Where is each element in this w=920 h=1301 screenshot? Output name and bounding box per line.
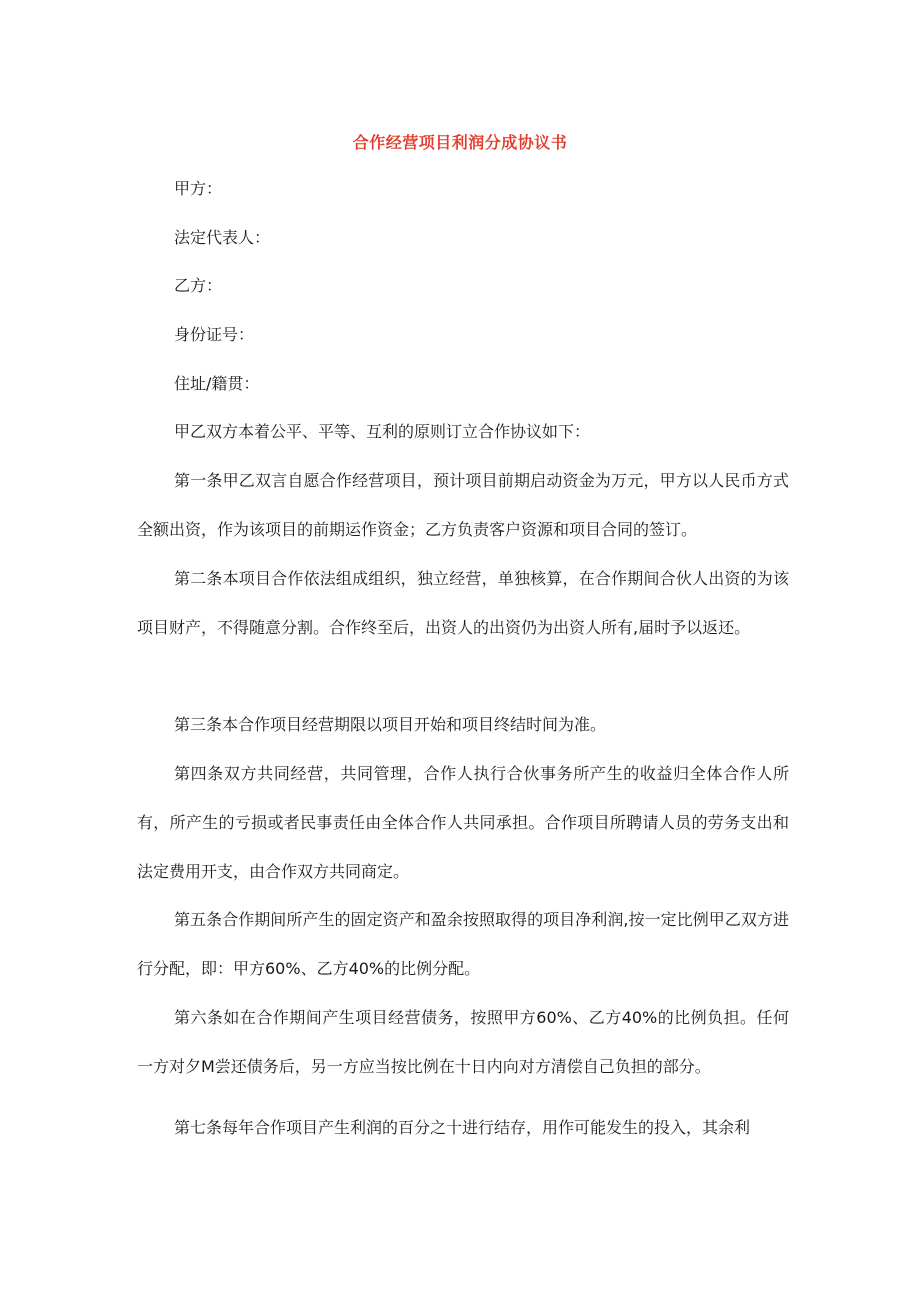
article-7: 第七条每年合作项目产生利润的百分之十进行结存，用作可能发生的投入，其余利 bbox=[174, 1118, 751, 1137]
document-title: 合作经营项目利润分成协议书 bbox=[352, 133, 568, 152]
article-5: 第五条合作期间所产生的固定资产和盈余按照取得的项目净利润,按一定比例甲乙双方进行分配，即：甲方60%、乙方40%的比例分配。 bbox=[137, 910, 789, 978]
article-2: 第二条本项目合作依法组成组织，独立经营，单独核算，在合作期间合伙人出资的为该项目财产，不得随意分割。合作终至后，出资人的出资仍为出资人所有,届时予以返还。 bbox=[137, 569, 789, 637]
article-3: 第三条本合作项目经营期限以项目开始和项目终结时间为准。 bbox=[174, 715, 607, 734]
party-b-field: 乙方： bbox=[174, 276, 223, 295]
party-a-field: 甲方： bbox=[174, 179, 223, 198]
legal-representative-field: 法定代表人： bbox=[174, 228, 271, 247]
id-number-field: 身份证号： bbox=[174, 325, 255, 344]
article-6: 第六条如在合作期间产生项目经营债务，按照甲方60%、乙方40%的比例负担。任何一方对夕M尝还债务后，另一方应当按比例在十日内向对方清偿自己负担的部分。 bbox=[137, 1008, 789, 1076]
address-field: 住址/籍贯： bbox=[174, 374, 260, 393]
article-1: 第一条甲乙双言自愿合作经营项目，预计项目前期启动资金为万元，甲方以人民币方式全额出资，作为该项目的前期运作资金；乙方负责客户资源和项目合同的签订。 bbox=[137, 471, 789, 539]
article-4: 第四条双方共同经营，共同管理，合作人执行合伙事务所产生的收益归全体合作人所有，所产生的亏损或者民事责任由全体合作人共同承担。合作项目所聘请人员的劳务支出和法定费用开支，由合作双方共同商定。 bbox=[137, 764, 789, 881]
intro-paragraph: 甲乙双方本着公平、平等、互利的原则订立合作协议如下： bbox=[174, 422, 591, 441]
